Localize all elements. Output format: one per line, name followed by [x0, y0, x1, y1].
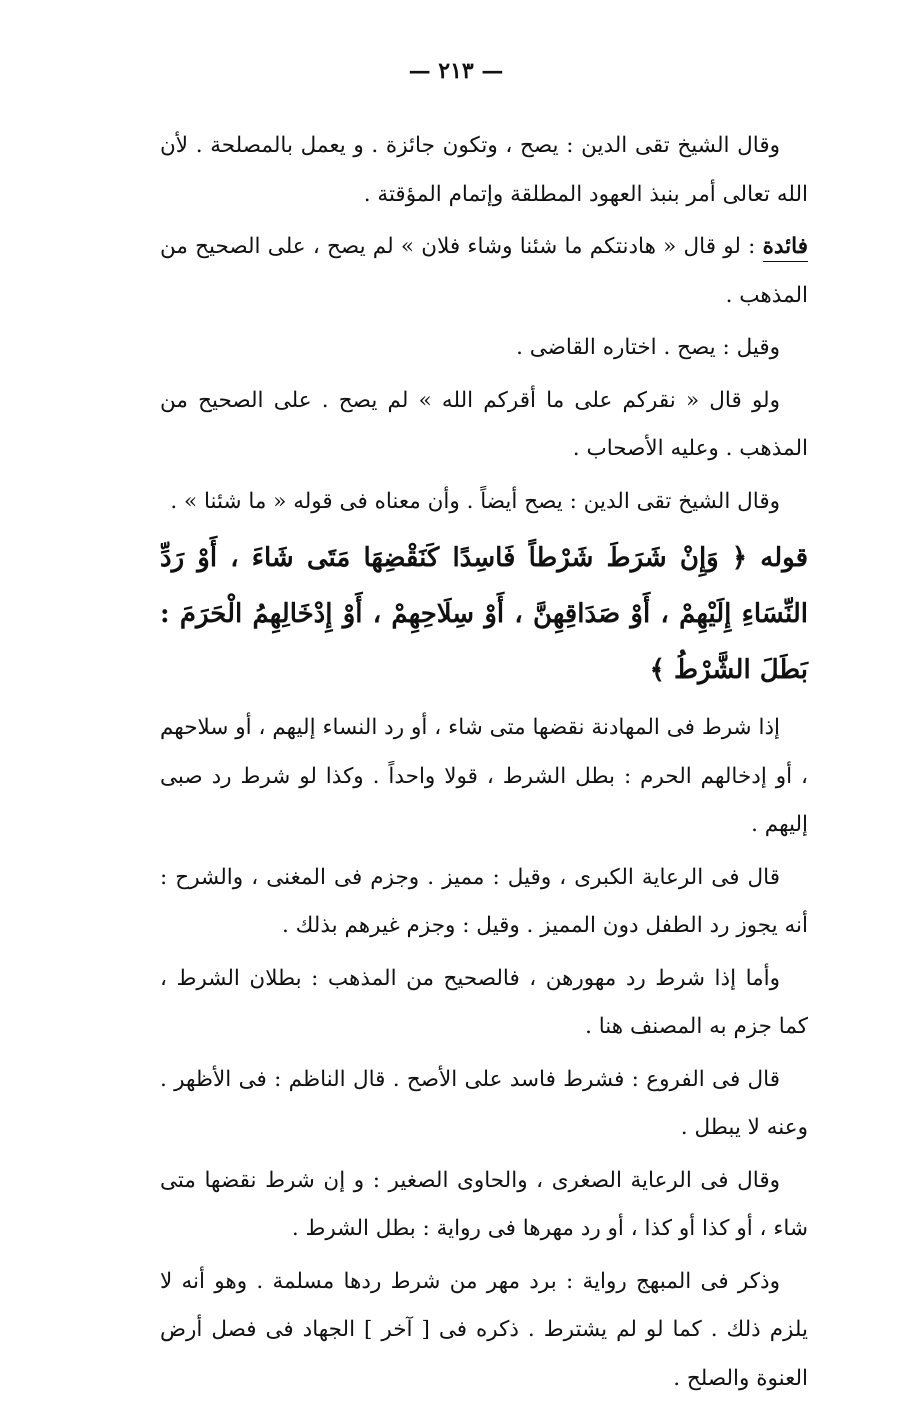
paragraph-12: وذكر فى المبهج رواية : برد مهر من شرط ردها مسلمة . وهو أنه لا يلزم ذلك . كما لو لم يشترط . ذكره فى [ آخر ] الجهاد فى فصل أرض العنوة والصلح . [160, 1268, 808, 1391]
paragraph-8: قال فى الرعاية الكبرى ، وقيل : مميز . وجزم فى المغنى ، والشرح : أنه يجوز رد الطفل دون المميز . وقيل : وجزم غيرهم بذلك . [160, 864, 808, 938]
paragraph-5: وقال الشيخ تقى الدين : يصح أيضاً . وأن معناه فى قوله « ما شئنا » . [170, 488, 780, 514]
paragraph-4: ولو قال « نقركم على ما أقركم الله » لم يصح . على الصحيح من المذهب . وعليه الأصحاب . [160, 387, 808, 461]
paragraph-9: وأما إذا شرط رد مهورهن ، فالصحيح من المذهب : بطلان الشرط ، كما جزم به المصنف هنا . [160, 965, 808, 1039]
paragraph-1: وقال الشيخ تقى الدين : يصح ، وتكون جائزة . و يعمل بالمصلحة . لأن الله تعالى أمر بنبذ العهود المطلقة وإتمام المؤقتة . [160, 133, 808, 207]
page-body [160, 122, 808, 1407]
page-number: — ٢١٣ — [408, 58, 504, 84]
faida-label: فائدة [763, 234, 808, 262]
quoted-matn: قوله ﴿ وَإِنْ شَرَطَ شَرْطاً فَاسِدًا كَنَقْضِهَا مَتَى شَاءَ ، أَوْ رَدِّ النِّسَاءِ إِلَيْهِمْ ، أَوْ صَدَاقِهِنَّ ، أَوْ سِلَاحِهِمْ ، أَوْ إِدْخَالِهِمُ الْحَرَمَ : بَطَلَ الشَّرْطُ ﴾ [160, 543, 808, 685]
paragraph-7: إذا شرط فى المهادنة نقضها متى شاء ، أو رد النساء إليهم ، أو سلاحهم ، أو إدخالهم الحرم : بطل الشرط ، قولا واحداً . وكذا لو شرط رد صبى إليهم . [160, 715, 808, 837]
paragraph-3: وقيل : يصح . اختاره القاضى . [516, 335, 780, 360]
paragraph-10: قال فى الفروع : فشرط فاسد على الأصح . قال الناظم : فى الأظهر . وعنه لا يبطل . [160, 1066, 808, 1140]
faida-text: : لو قال « هادنتكم ما شئنا وشاء فلان » لم يصح ، على الصحيح من المذهب . [160, 234, 808, 308]
paragraph-2-faida [160, 223, 808, 320]
paragraph-11: وقال فى الرعاية الصغرى ، والحاوى الصغير : و إن شرط نقضها متى شاء ، أو كذا أو كذا ، أو رد مهرها فى رواية : بطل الشرط . [160, 1167, 808, 1241]
